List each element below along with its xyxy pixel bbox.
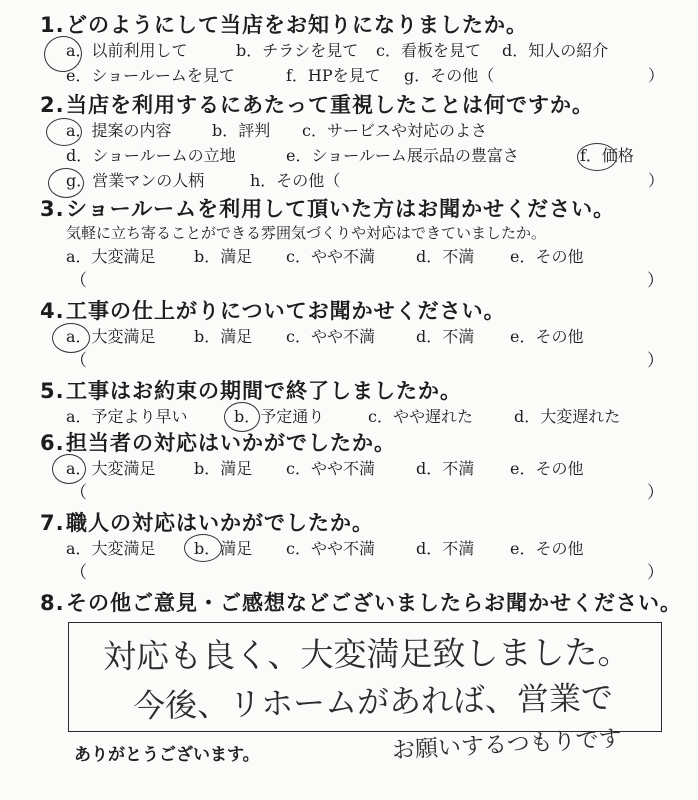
option-4c[interactable]: c．やや不満 (286, 327, 375, 346)
option-5a[interactable]: a．予定より早い (66, 407, 188, 426)
option-3a[interactable]: a．大変満足 (66, 247, 156, 266)
option-3b[interactable]: b．満足 (194, 247, 253, 266)
option-2f[interactable]: f．価格 (580, 146, 634, 165)
paren-open: （ (70, 271, 87, 291)
option-7b[interactable]: b．満足 (194, 539, 253, 558)
question-2-title: 2.当店を利用するにあたって重視したことは何ですか。 (40, 93, 594, 117)
option-5c[interactable]: c．やや遅れた (368, 407, 473, 426)
question-7-options (40, 536, 672, 561)
option-3e[interactable]: e．その他 (510, 247, 584, 266)
option-2d[interactable]: d．ショールームの立地 (66, 146, 236, 165)
question-8-title: 8.その他ご意見・ご感想などございましたらお聞かせください。 (40, 591, 682, 615)
option-1d[interactable]: d．知人の紹介 (502, 41, 609, 60)
question-3-title: 3.ショールームを利用して頂いた方はお聞かせください。 (40, 197, 616, 221)
paren-close: ） (647, 271, 664, 291)
question-4 (40, 298, 672, 373)
option-1b[interactable]: b．チラシを見て (236, 41, 359, 60)
handwritten-line-1: 対応も良く、大変満足致しました。 (102, 632, 631, 676)
option-5d[interactable]: d．大変遅れた (514, 407, 621, 426)
question-2-options-row-3 (40, 168, 672, 193)
option-4b[interactable]: b．満足 (194, 327, 253, 346)
option-1f[interactable]: f．HPを見て (286, 66, 381, 85)
option-2a[interactable]: a．提案の内容 (66, 121, 172, 140)
question-3-subtitle: 気軽に立ち寄ることができる雰囲気づくりや対応はできていましたか。 (66, 224, 547, 242)
question-6-other-field[interactable] (40, 481, 672, 505)
paren-close: ） (647, 563, 664, 583)
option-6d[interactable]: d．不満 (416, 459, 475, 478)
question-2-options-row-1 (40, 118, 672, 143)
question-2-options-row-2 (40, 143, 672, 168)
option-6a[interactable]: a．大変満足 (66, 459, 156, 478)
question-7-title: 7.職人の対応はいかがでしたか。 (40, 511, 374, 535)
paren-open: （ (70, 351, 87, 371)
option-1g[interactable]: g．その他（ (404, 66, 495, 85)
option-4a[interactable]: a．大変満足 (66, 327, 156, 346)
option-1a[interactable]: a．以前利用して (66, 41, 188, 60)
paren-close: ） (647, 351, 664, 371)
question-3-options (40, 244, 672, 269)
option-2b[interactable]: b．評判 (212, 121, 271, 140)
paren-close: ） (647, 483, 664, 503)
question-1-options-row-1 (40, 38, 672, 63)
option-7e[interactable]: e．その他 (510, 539, 584, 558)
option-7d[interactable]: d．不満 (416, 539, 475, 558)
question-6 (40, 430, 672, 505)
question-1-options-row-2 (40, 63, 672, 88)
option-6c[interactable]: c．やや不満 (286, 459, 375, 478)
option-3d[interactable]: d．不満 (416, 247, 475, 266)
question-6-title: 6.担当者の対応はいかがでしたか。 (40, 431, 396, 455)
question-5-options (40, 404, 672, 429)
question-4-options (40, 324, 672, 349)
question-4-title: 4.工事の仕上がりについてお聞かせください。 (40, 299, 506, 323)
question-7-other-field[interactable] (40, 561, 672, 585)
handwritten-line-3: お願いするつもりです (391, 725, 623, 764)
question-7 (40, 510, 672, 585)
paren-open: （ (70, 563, 87, 583)
option-1c[interactable]: c．看板を見て (376, 41, 481, 60)
question-2 (40, 92, 672, 193)
option-3c[interactable]: c．やや不満 (286, 247, 375, 266)
question-3-other-field[interactable] (40, 269, 672, 293)
option-2e[interactable]: e．ショールーム展示品の豊富さ (286, 146, 519, 165)
question-5-title: 5.工事はお約束の期間で終了しましたか。 (40, 379, 462, 403)
option-1e[interactable]: e．ショールームを見て (66, 66, 235, 85)
option-7c[interactable]: c．やや不満 (286, 539, 375, 558)
question-4-other-field[interactable] (40, 349, 672, 373)
closing-message: ありがとうございます。 (74, 745, 260, 765)
handwritten-line-2: 今後、リホームがあれば、営業で (132, 678, 614, 725)
question-1-title: 1.どのようにして当店をお知りになりましたか。 (40, 13, 528, 37)
question-6-options (40, 456, 672, 481)
option-4d[interactable]: d．不満 (416, 327, 475, 346)
paren-open: （ (70, 483, 87, 503)
comment-box[interactable] (68, 622, 662, 732)
option-5b[interactable]: b．予定通り (234, 407, 325, 426)
option-6b[interactable]: b．満足 (194, 459, 253, 478)
option-7a[interactable]: a．大変満足 (66, 539, 156, 558)
question-1 (40, 12, 672, 88)
option-2g[interactable]: g．営業マンの人柄 (66, 171, 205, 190)
option-6e[interactable]: e．その他 (510, 459, 584, 478)
question-8 (40, 590, 682, 616)
question-3 (40, 196, 672, 293)
option-1g-close-paren: ） (647, 66, 664, 85)
option-2h[interactable]: h．その他（ (250, 171, 341, 190)
option-2c[interactable]: c．サービスや対応のよさ (302, 121, 487, 140)
question-5 (40, 378, 672, 429)
option-2h-close-paren: ） (647, 171, 664, 190)
option-4e[interactable]: e．その他 (510, 327, 584, 346)
